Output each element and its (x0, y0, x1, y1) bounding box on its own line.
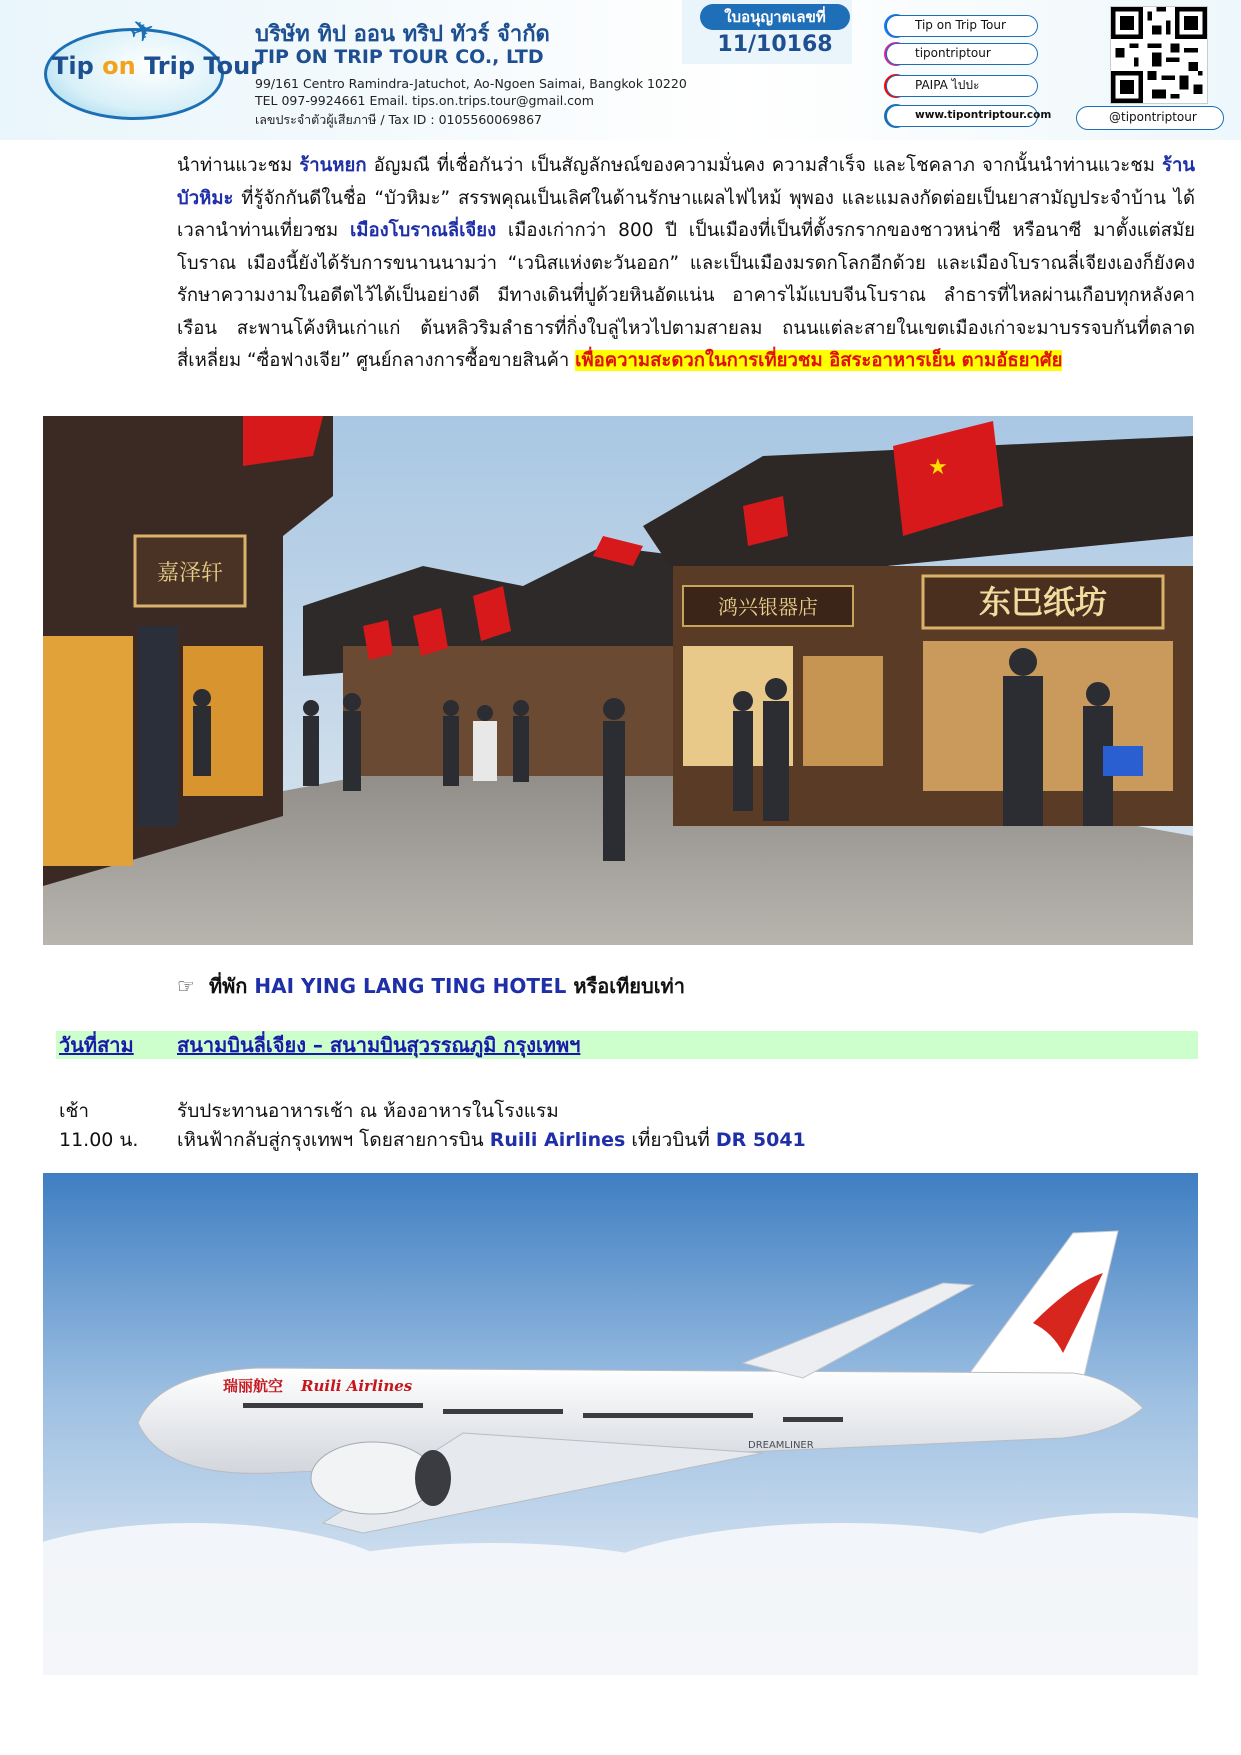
company-address: 99/161 Centro Ramindra-Jatuchot, Ao-Ngoen Saimai, Bangkok 10220 (255, 76, 687, 91)
website-link[interactable]: www.tipontriptour.com (886, 105, 1038, 127)
flight-text-b: เที่ยวบินที่ (625, 1129, 716, 1151)
qr-code[interactable] (1110, 6, 1208, 104)
shop-sign-left: 嘉泽轩 (156, 561, 224, 586)
company-contact: TEL 097-9924661 Email. tips.on.trips.tour@gmail.com (255, 93, 594, 108)
plane-illustration (43, 1173, 1198, 1675)
line-id-link[interactable]: @tipontriptour (1076, 106, 1224, 130)
flight-text-a: เหินฟ้ากลับสู่กรุงเทพฯ โดยสายการบิน (177, 1129, 490, 1151)
livery-chinese: 瑞丽航空 (223, 1377, 284, 1395)
plane-logo-icon: ✈ (124, 10, 161, 53)
day-label: วันที่สาม (59, 1033, 134, 1057)
intro-text-4: เมืองเก่ากว่า 800 ปี เป็นเมืองที่เป็นที่ตั้งรกรากของชาวหน่าซี หรือนาซี มาตั้งแต่สมัยโบราณ เมืองนี้ยังได้รับการขนานนามว่า “เวนิสแห่งตะวันออก” และเป็นเมืองมรดกโลกอีกด้วย และเมืองโบราณลี่เจียงเองก็ยังคงรักษาความงามในอดีตไว้ได้เป็นอย่างดี มีทางเดินที่ปูด้วยหินอัดแน่น อาคารไม้แบบจีนโบราณ ลำธารที่ไหลผ่านเกือบทุกหลังคาเรือน สะพานโค้งหินเก่าแก่ ต้นหลิวริมลำธารที่กิ่งใบลู่ไหวไปตามสายลม ถนนแต่ละสายในเขตเมืองเก่าจะมาบรรจบกันที่ตลาดสี่เหลี่ยม “ซื่อฟางเจีย” ศูนย์กลางการซื้อขายสินค้า (177, 220, 1195, 371)
lijiang-old-town-photo (43, 416, 1193, 945)
logo-word-trip-tour: Trip Tour (135, 52, 262, 80)
svg-text:★: ★ (928, 455, 948, 480)
pointing-hand-icon: ☞ (177, 974, 195, 998)
schedule-text-2 (177, 1125, 806, 1155)
license-title: ใบอนุญาตเลขที่ (700, 4, 850, 30)
hotel-prefix: ที่พัก (208, 974, 255, 998)
free-dinner-note: เพื่อความสะดวกในการเที่ยวชม อิสระอาหารเย็น ตามอัธยาศัย (575, 350, 1063, 371)
shop-sign-right: 东巴纸坊 (978, 583, 1108, 621)
schedule-text-1: รับประทานอาหารเช้า ณ ห้องอาหารในโรงแรม (177, 1100, 559, 1122)
letterhead (0, 0, 1241, 140)
company-name-english: TIP ON TRIP TOUR CO., LTD (255, 46, 544, 68)
facebook-link[interactable]: Tip on Trip Tour (886, 15, 1038, 37)
logo-text (52, 52, 262, 80)
instagram-link[interactable]: tipontriptour (886, 43, 1038, 65)
intro-text-1: นำท่านแวะชม (177, 155, 300, 176)
shop-sign-mid: 鸿兴银器店 (718, 595, 818, 619)
logo-word-tip: Tip (52, 52, 103, 80)
livery-english: Ruili Airlines (301, 1377, 413, 1395)
old-town-illustration (43, 416, 1193, 945)
schedule-time-2: 11.00 น. (59, 1129, 139, 1151)
jade-shop-highlight: ร้านหยก (299, 155, 367, 176)
intro-text-2: อัญมณี ที่เชื่อกันว่า เป็นสัญลักษณ์ของความมั่นคง ความสำเร็จ และโชคลาภ จากนั้นนำท่านแวะชม (366, 155, 1163, 176)
hotel-info (177, 970, 685, 1002)
snow-lotus-shop-highlight: ร้านบัวหิมะ (177, 155, 1195, 209)
day-route: สนามบินลี่เจียง – สนามบินสุวรรณภูมิ กรุงเทพฯ (177, 1033, 581, 1057)
lijiang-old-town-highlight: เมืองโบราณลี่เจียง (349, 220, 497, 241)
schedule-time-1: เช้า (59, 1100, 90, 1122)
flight-number: DR 5041 (715, 1129, 806, 1151)
hotel-suffix: หรือเทียบเท่า (566, 974, 685, 998)
dreamliner-label: DREAMLINER (748, 1440, 814, 1451)
logo-word-on: on (102, 52, 136, 80)
intro-text-3: ที่รู้จักกันดีในชื่อ “บัวหิมะ” สรรพคุณเป็นเลิศในด้านรักษาแผลไฟไหม้ พุพอง และแมลงกัดต่อยเป็นยาสามัญประจำบ้าน ได้เวลานำท่านเที่ยวชม (177, 187, 1195, 241)
youtube-link[interactable]: PAIPA ไปปะ (886, 75, 1038, 97)
day-two-description (177, 150, 1195, 378)
company-name-thai: บริษัท ทิป ออน ทริป ทัวร์ จำกัด (255, 22, 550, 47)
company-tax-id: เลขประจำตัวผู้เสียภาษี / Tax ID : 0105560069867 (255, 112, 542, 127)
airline-name: Ruili Airlines (489, 1129, 626, 1151)
hotel-name: HAI YING LANG TING HOTEL (254, 974, 567, 998)
license-number: 11/10168 (717, 32, 833, 57)
ruili-airlines-plane-photo (43, 1173, 1198, 1675)
